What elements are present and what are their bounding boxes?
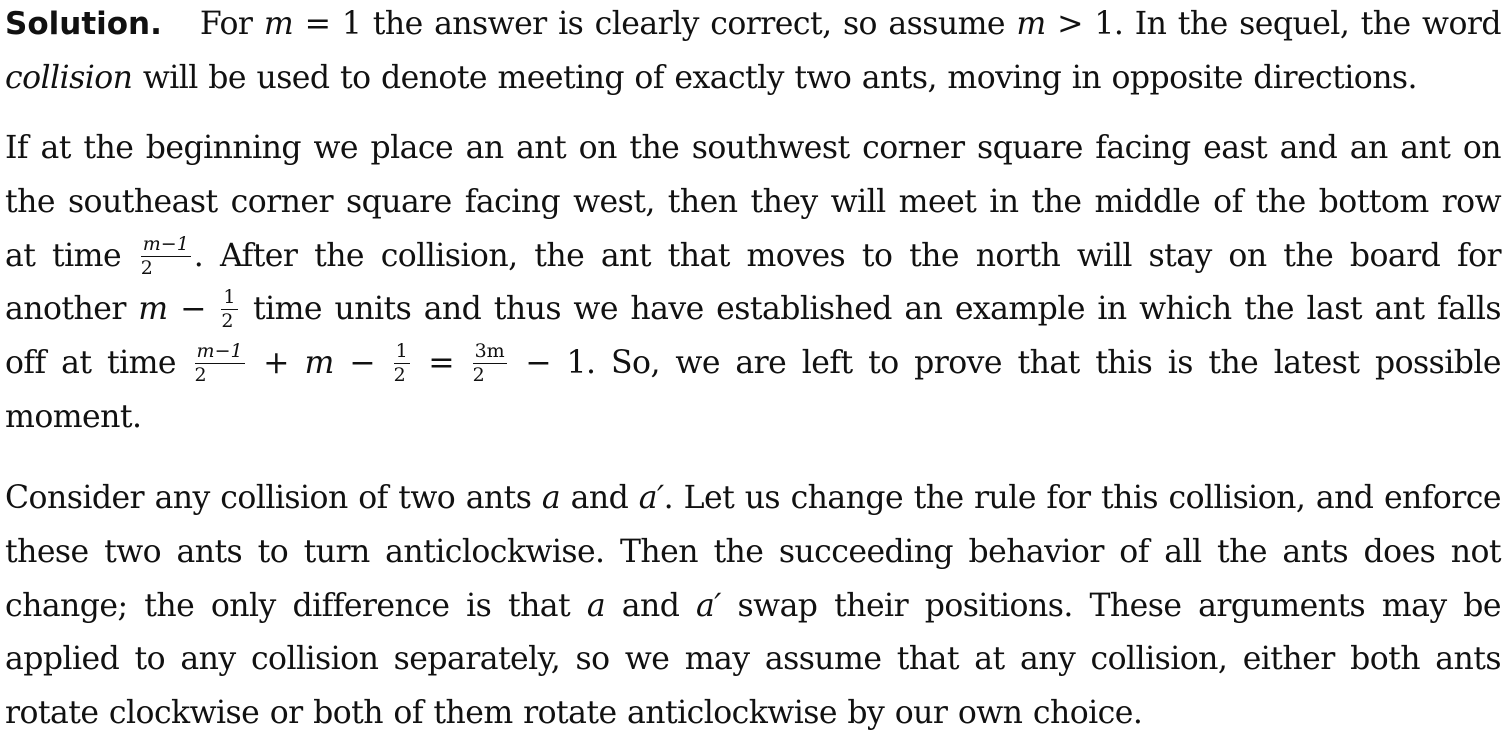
fraction-denominator: 2 — [393, 364, 406, 387]
fraction — [195, 342, 245, 385]
fraction-numerator: m−1 — [142, 232, 189, 255]
text-span: Consider any collision of two ants — [5, 480, 542, 516]
fraction-denominator: 2 — [140, 256, 153, 279]
math-var-a: a — [541, 480, 561, 516]
fraction — [140, 232, 191, 279]
math-operator: = — [412, 345, 470, 382]
text-span: swap their positions. These arguments may be applied to any collision separately, so we may assume that at any collision, either both ants rotate clockwise or both of them rotate anticlockwise by our own choice. — [5, 587, 1501, 732]
text-span: . After the collision, the ant that moves to the north will stay on the board for another — [5, 237, 1501, 328]
math-var-m: m — [1016, 6, 1046, 42]
italic-term-collision: collision — [5, 59, 133, 96]
text-span: time units and thus we have established an example in which the last ant falls off at time — [5, 291, 1501, 382]
math-var-a: a — [586, 587, 606, 624]
fraction-numerator: m−1 — [196, 340, 243, 363]
solution-label: Solution. — [5, 6, 162, 42]
math-var-a-prime: a′ — [638, 480, 664, 516]
fraction-denominator: 2 — [472, 364, 485, 387]
math-var-m: m — [138, 291, 168, 328]
text-span: If at the beginning we place an ant on the southwest corner square facing east and an ant on the southeast corner square facing west, then they will meet in the middle of the bottom row at time — [5, 130, 1501, 274]
paragraph-intro — [5, 0, 1501, 106]
text-span: − 1. So, we are left to prove that this is the latest possible moment. — [5, 345, 1501, 435]
math-var-m: m — [304, 345, 334, 382]
text-span: and — [605, 587, 697, 624]
fraction — [221, 288, 237, 331]
text-span: and — [560, 480, 639, 516]
text-span: For — [199, 6, 264, 42]
fraction-numerator: 3m — [474, 340, 505, 363]
math-var-a-prime: a′ — [696, 587, 721, 624]
fraction-denominator: 2 — [194, 364, 207, 387]
fraction-numerator: 1 — [223, 286, 236, 309]
math-operator: + — [247, 345, 305, 382]
paragraph-example — [5, 122, 1501, 445]
text-span: = 1 the answer is clearly correct, so assume — [293, 6, 1017, 42]
fraction — [473, 342, 507, 385]
text-span: > 1. In the sequel, the word — [1045, 6, 1501, 42]
text-span: . Let us change the rule for this collision, and enforce these two ants to turn anticlockwise. Then the succeeding behavior of all the ants does not change; the only difference is that — [5, 480, 1501, 624]
fraction-denominator: 2 — [221, 310, 234, 333]
fraction-numerator: 1 — [395, 340, 408, 363]
math-operator: − — [333, 345, 391, 382]
text-span: will be used to denote meeting of exactly two ants, moving in opposite directions. — [132, 59, 1418, 96]
paragraph-argument — [5, 472, 1501, 741]
math-operator: − — [167, 291, 219, 328]
math-var-m: m — [263, 6, 294, 42]
fraction — [394, 342, 410, 385]
